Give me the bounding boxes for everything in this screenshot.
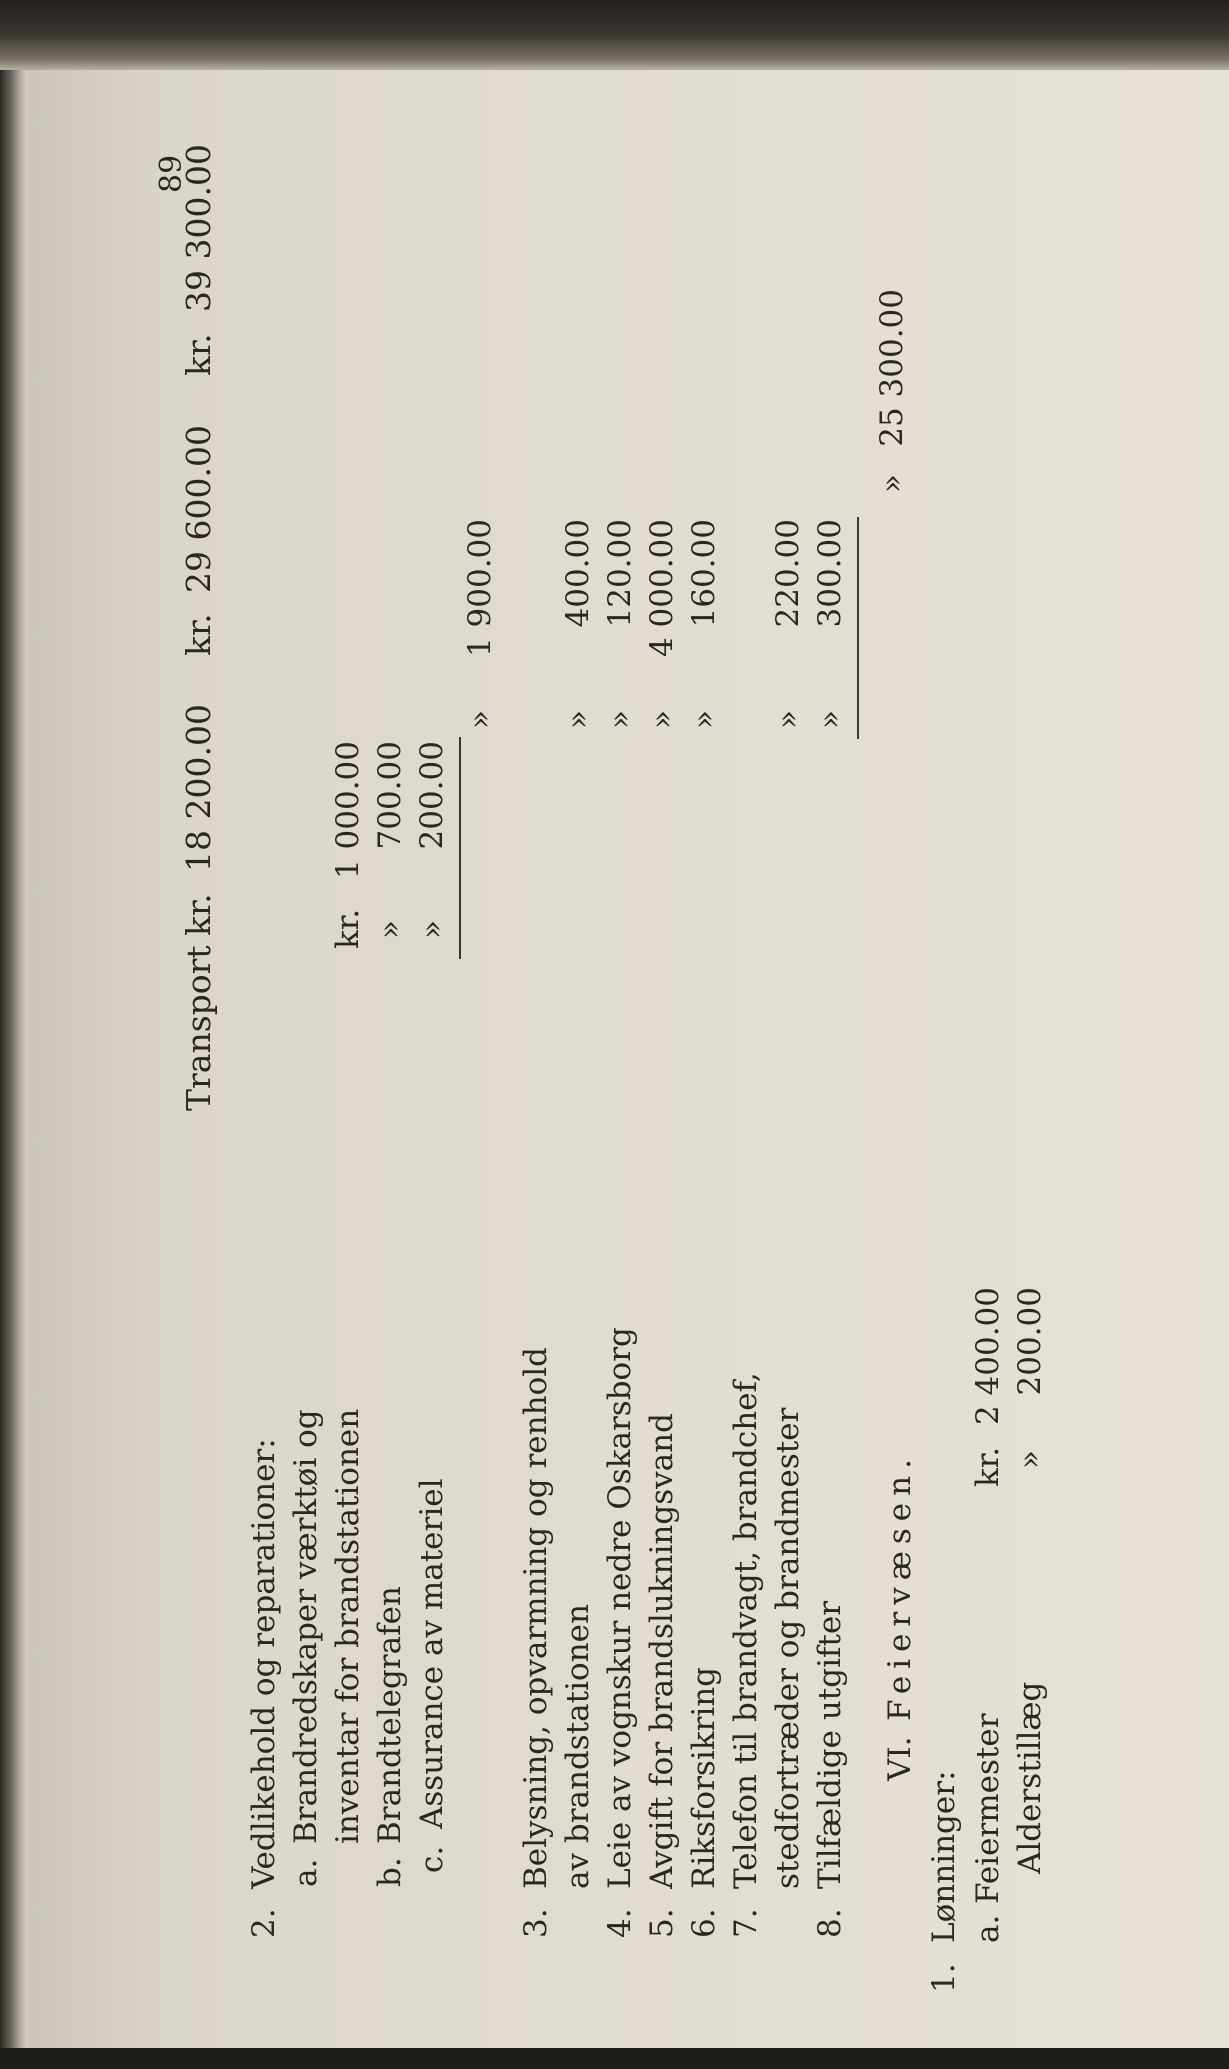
section6-a-text: Feiermester bbox=[970, 1713, 1006, 1904]
transport-value-2: 29 600.00 bbox=[179, 425, 218, 593]
transport-value-1: 18 200.00 bbox=[179, 704, 218, 872]
item6-text: Riksforsikring bbox=[686, 1666, 722, 1889]
item3-line2: av brandstationen bbox=[560, 1604, 596, 1889]
section6-a2-amount: 200.00 bbox=[1012, 1287, 1048, 1396]
item2-text: Vedlikehold og reparationer: bbox=[246, 1438, 282, 1889]
item7-number: 7. bbox=[728, 1908, 764, 1938]
item2-b-text: Brandtelegrafen bbox=[372, 1586, 408, 1844]
item7-amount: 220.00 bbox=[770, 519, 806, 628]
item2-a-amount: 1 000.00 bbox=[330, 741, 366, 880]
item2-c-amount: 200.00 bbox=[414, 741, 450, 850]
item8-amount: 300.00 bbox=[812, 519, 848, 628]
item8-currency: » bbox=[812, 710, 848, 729]
transport-currency-3: kr. bbox=[179, 333, 218, 376]
item6-number: 6. bbox=[686, 1908, 722, 1938]
item5-amount: 4 000.00 bbox=[644, 519, 680, 658]
item3-amount: 400.00 bbox=[560, 519, 596, 628]
transport-value-3: 39 300.00 bbox=[179, 144, 218, 312]
item2-b-currency: » bbox=[372, 920, 408, 939]
page-number: 89 bbox=[154, 154, 189, 193]
rotated-page-content bbox=[0, 29, 1159, 2069]
item7-line2: stedfortræder og brandmester bbox=[770, 1407, 806, 1889]
item4-text: Leie av vognskur nedre Oskarsborg bbox=[602, 1327, 638, 1889]
section6-heading: Feiervæsen. bbox=[882, 1452, 918, 1721]
item8-number: 8. bbox=[812, 1908, 848, 1938]
item5-currency: » bbox=[644, 710, 680, 729]
item4-currency: » bbox=[602, 710, 638, 729]
item7-currency: » bbox=[770, 710, 806, 729]
item5-text: Avgift for brandslukningsvand bbox=[644, 1413, 680, 1889]
item2-total-amount: 1 900.00 bbox=[462, 519, 498, 658]
item2-b-amount: 700.00 bbox=[372, 741, 408, 850]
item2-c-text: Assurance av materiel bbox=[414, 1478, 450, 1829]
section6-a2-text: Alderstillæg bbox=[1012, 1681, 1048, 1874]
item6-currency: » bbox=[686, 710, 722, 729]
item4-amount: 120.00 bbox=[602, 519, 638, 628]
transport-currency-1: kr. bbox=[179, 893, 218, 936]
section-total-currency: » bbox=[874, 474, 910, 493]
item2-c-label: c. bbox=[414, 1845, 450, 1873]
section6-a-amount: 2 400.00 bbox=[970, 1287, 1006, 1426]
section-total-amount: 25 300.00 bbox=[874, 289, 910, 447]
item2-a-line2: inventar for brandstationen bbox=[330, 1408, 366, 1844]
item3-number: 3. bbox=[518, 1908, 554, 1938]
item8-text: Tilfældige utgifter bbox=[812, 1600, 848, 1889]
item5-number: 5. bbox=[644, 1908, 680, 1938]
item7-line1: Telefon til brandvagt, brandchef, bbox=[728, 1372, 764, 1889]
item2-total-currency: » bbox=[462, 710, 498, 729]
section-total-rule bbox=[857, 517, 859, 739]
item2-subtotal-rule bbox=[459, 737, 461, 959]
section6-a-currency: kr. bbox=[970, 1446, 1006, 1487]
transport-label: Transport bbox=[179, 945, 218, 1111]
item6-amount: 160.00 bbox=[686, 519, 722, 628]
item2-a-currency: kr. bbox=[330, 908, 366, 949]
item2-number: 2. bbox=[246, 1908, 282, 1938]
item2-c-currency: » bbox=[414, 920, 450, 939]
item3-line1: Belysning, opvarmning og renhold bbox=[518, 1346, 554, 1889]
item3-currency: » bbox=[560, 710, 596, 729]
item2-b-label: b. bbox=[372, 1857, 408, 1887]
section6-a2-currency: » bbox=[1012, 1450, 1048, 1469]
item4-number: 4. bbox=[602, 1908, 638, 1938]
transport-currency-2: kr. bbox=[179, 613, 218, 656]
item2-a-label: a. bbox=[288, 1858, 324, 1887]
item2-a-line1: Brandredskaper værktøi og bbox=[288, 1409, 324, 1844]
section6-a-label: a. bbox=[970, 1914, 1006, 1943]
section6-sub-text: Lønninger: bbox=[926, 1770, 962, 1943]
section6-number: VI. bbox=[882, 1736, 918, 1781]
section6-sub-number: 1. bbox=[926, 1963, 962, 1993]
